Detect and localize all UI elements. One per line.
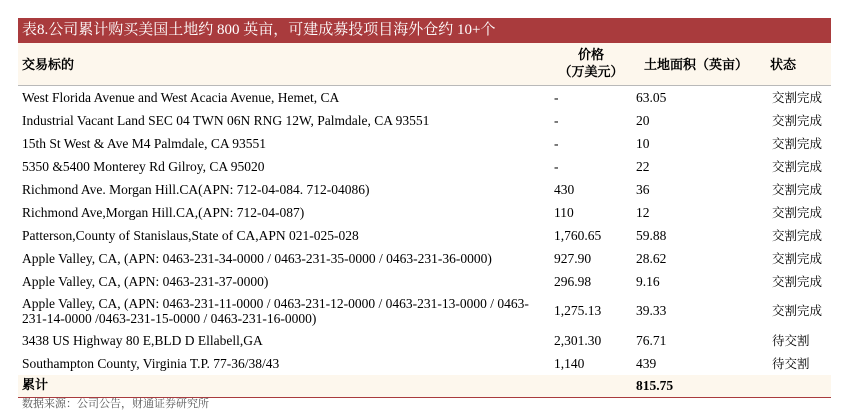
cell-price: 110: [554, 204, 574, 220]
table-title: 表8.公司累计购买美国土地约 800 英亩，可建成募投项目海外仓约 10+个: [18, 18, 831, 43]
header-price-line2: （万美元）: [558, 64, 624, 80]
cell-area: 10: [636, 135, 650, 151]
cell-target: Southampton County, Virginia T.P. 77-36/38/43: [22, 355, 280, 371]
table-row: [18, 85, 831, 109]
table-row: [18, 155, 831, 178]
total-row: [18, 375, 831, 398]
table-row: [18, 201, 831, 224]
cell-area: 439: [636, 355, 657, 371]
cell-area: 28.62: [636, 250, 667, 266]
header-price-line1: 价格: [577, 47, 604, 63]
cell-status: 交割完成: [772, 181, 823, 197]
cell-target: 3438 US Highway 80 E,BLD D Ellabell,GA: [22, 332, 263, 348]
table-row: [18, 352, 831, 375]
table-row: [18, 109, 831, 132]
cell-status: 交割完成: [772, 112, 823, 128]
total-price: [550, 375, 632, 398]
cell-status: 交割完成: [772, 250, 823, 266]
table-row: [18, 247, 831, 270]
cell-status: 交割完成: [772, 303, 823, 318]
cell-price: 2,301.30: [554, 332, 602, 348]
cell-status: 交割完成: [772, 273, 823, 289]
cell-status: 交割完成: [772, 227, 823, 243]
cell-status: 交割完成: [772, 158, 823, 174]
header-transaction: 交易标的: [18, 43, 550, 85]
cell-target: Patterson,County of Stanislaus,State of CA,APN 021-025-028: [22, 227, 359, 243]
cell-area: 76.71: [636, 332, 667, 348]
cell-price: -: [554, 112, 559, 128]
cell-area: 59.88: [636, 227, 667, 243]
table-header-row: [18, 43, 831, 85]
cell-status: 交割完成: [772, 89, 823, 105]
cell-target: 15th St West & Ave M4 Palmdale, CA 93551: [22, 135, 267, 151]
cell-target: West Florida Avenue and West Acacia Avenue, Hemet, CA: [22, 89, 340, 105]
cell-target: Industrial Vacant Land SEC 04 TWN 06N RNG 12W, Palmdale, CA 93551: [22, 112, 430, 128]
cell-price: -: [554, 89, 559, 105]
cell-area: 36: [636, 181, 650, 197]
total-status: [766, 375, 831, 398]
cell-price: 296.98: [554, 273, 592, 289]
cell-area: 39.33: [636, 303, 667, 318]
cell-target: Richmond Ave. Morgan Hill.CA(APN: 712-04-084. 712-04086): [22, 181, 370, 197]
cell-target: Apple Valley, CA, (APN: 0463-231-37-0000): [22, 273, 269, 289]
total-area: 815.75: [632, 375, 766, 398]
cell-status: 交割完成: [772, 204, 823, 220]
table-row: [18, 270, 831, 293]
land-purchase-table: [18, 43, 831, 398]
total-label: 累计: [18, 375, 550, 398]
cell-price: 1,760.65: [554, 227, 602, 243]
cell-price: 430: [554, 181, 575, 197]
cell-price: 1,140: [554, 355, 585, 371]
header-price: [550, 43, 632, 85]
header-status: 状态: [766, 43, 831, 85]
cell-status: 交割完成: [772, 135, 823, 151]
cell-target: Apple Valley, CA, (APN: 0463-231-11-0000 / 0463-231-12-0000 / 0463-231-13-0000 / 0463-231-14-0000 /0463-231-15-0000 / 0463-231-16-0000): [22, 295, 529, 326]
cell-area: 63.05: [636, 89, 667, 105]
cell-target: Richmond Ave,Morgan Hill.CA,(APN: 712-04-087): [22, 204, 305, 220]
cell-price: 927.90: [554, 250, 592, 266]
table-row: [18, 132, 831, 155]
cell-status: 待交割: [772, 355, 810, 371]
table-row: [18, 329, 831, 352]
table-row: [18, 293, 831, 329]
cell-area: 22: [636, 158, 650, 174]
table-row: [18, 224, 831, 247]
header-area: 土地面积（英亩）: [632, 43, 766, 85]
table-row: [18, 178, 831, 201]
cell-price: -: [554, 135, 559, 151]
cell-status: 待交割: [772, 332, 810, 348]
cell-target: Apple Valley, CA, (APN: 0463-231-34-0000 / 0463-231-35-0000 / 0463-231-36-0000): [22, 250, 492, 266]
cell-area: 9.16: [636, 273, 660, 289]
cell-price: -: [554, 158, 559, 174]
source-note: 数据来源：公司公告，财通证券研究所: [22, 397, 209, 410]
cell-area: 12: [636, 204, 650, 220]
cell-area: 20: [636, 112, 650, 128]
cell-price: 1,275.13: [554, 303, 602, 318]
cell-target: 5350 &5400 Monterey Rd Gilroy, CA 95020: [22, 158, 265, 174]
